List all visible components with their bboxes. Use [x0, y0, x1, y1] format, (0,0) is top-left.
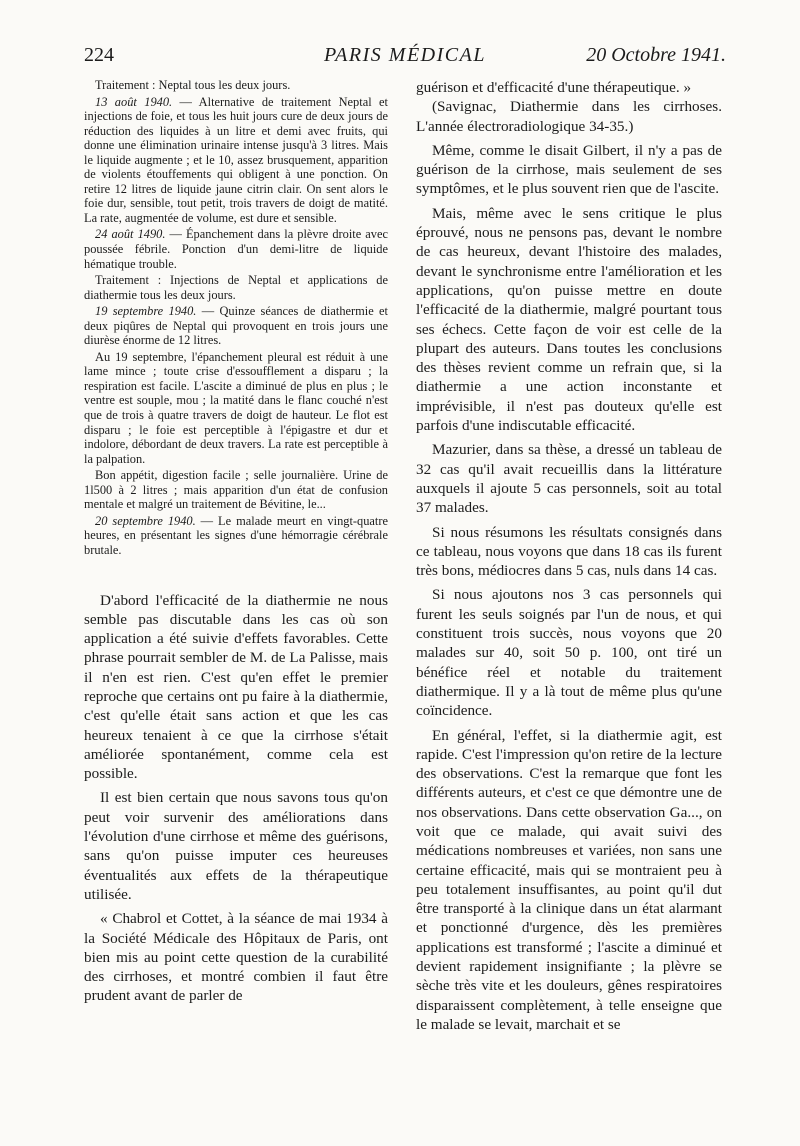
page-number: 224: [84, 44, 114, 66]
observation-entry: 13 août 1940. — Alternative de traitement Neptal et injections de foie, et tous les huit jours cure de deux jours de réduction des liquides à un litre et demi avec fruits, qui donne une élimination urinaire intense jusqu'à 3 litres. Mais le liquide augmente ; et le 10, assez brusquement, apparition de violents étouffements qui obligent à une ponction. On retire 12 litres de liquide jaune citrin clair. On sent alors le foie dur, sensible, tout petit, trois travers de doigt de matité. La rate, augmentée de volume, est dure et sensible.: [84, 94, 388, 225]
observation-date: 19 septembre 1940.: [95, 304, 197, 319]
paragraph: Si nous ajoutons nos 3 cas personnels qui furent les seuls soignés par l'un de nous, et qui constituent trois succès, nous voyons que 20 malades sur 40, soit 50 p. 100, ont tiré un bénéfice réel et notable du traitement diathermique. Il y a là tout de même plus qu'une coïncidence.: [416, 586, 722, 720]
paragraph: Même, comme le disait Gilbert, il n'y a pas de guérison de la cirrhose, mais seulement de ses symptômes, et le plus souvent rien que de l'ascite.: [416, 141, 722, 198]
paragraph: Mazurier, dans sa thèse, a dressé un tableau de 32 cas qu'il avait recueillis dans la littérature auxquels il ajoute 5 cas personnels, soit au total 37 malades.: [416, 441, 722, 517]
observation-date: 13 août 1940.: [95, 94, 173, 109]
page-header: [84, 44, 726, 74]
observation-entry: Bon appétit, digestion facile ; selle journalière. Urine de 1l500 à 2 litres ; mais apparition d'un état de confusion mentale et malgré un traitement de Bévitine, le...: [84, 468, 388, 512]
paragraph: « Chabrol et Cottet, à la séance de mai 1934 à la Société Médicale des Hôpitaux de Paris, ont bien mis au point cette question de la curabilité des cirrhoses, et montré combien il faut être prudent avant de parler de: [84, 910, 388, 1005]
observation-entry: 24 août 1490. — Épanchement dans la plèvre droite avec poussée fébrile. Ponction d'un demi-litre de liquide hématique trouble.: [84, 227, 388, 271]
paragraph: Il est bien certain que nous savons tous qu'on peut voir survenir des améliorations dans l'évolution d'une cirrhose et même des guérisons, sans qu'on puisse imputer ces heureuses éventualités aux effets de la thérapeutique utilisée.: [84, 789, 388, 903]
observation-date: 24 août 1490.: [95, 227, 166, 242]
journal-title: PARIS MÉDICAL: [324, 44, 486, 66]
observation-entry: 19 septembre 1940. — Quinze séances de diathermie et deux piqûres de Neptal qui provoquent en trois jours une diurèse énorme de 12 litres.: [84, 304, 388, 348]
observation-entry: Traitement : Neptal tous les deux jours.: [95, 78, 291, 92]
right-column: [416, 78, 722, 1034]
paragraph: D'abord l'efficacité de la diathermie ne nous semble pas discutable dans les cas où son application a été suivie d'effets favorables. Cette phrase pourrait sembler de M. de La Palisse, mais il n'en est rien. C'est qu'en effet le premier reproche que certains ont pu faire à la diathermie, c'est qu'elle était sans action et que les cas heureux tenaient à ce que la cirrhose s'était améliorée spontanément, comme cela est possible.: [84, 591, 388, 783]
quote-continuation: guérison et d'efficacité d'une thérapeutique. »: [416, 79, 692, 96]
left-column: [84, 78, 388, 1006]
body-text-left: [84, 591, 388, 1006]
issue-date: 20 Octobre 1941.: [586, 44, 726, 66]
observation-entry: 20 septembre 1940. — Le malade meurt en vingt-quatre heures, en présentant les signes d'une hémorragie cérébrale brutale.: [84, 513, 388, 557]
paragraph: Si nous résumons les résultats consignés dans ce tableau, nous voyons que dans 18 cas ils furent très bons, médiocres dans 5 cas, nuls dans 14 cas.: [416, 523, 722, 580]
observation-entry: Traitement : Injections de Neptal et applications de diathermie tous les deux jours.: [84, 273, 388, 302]
observation-notes: [84, 78, 388, 558]
observation-date: 20 septembre 1940.: [95, 513, 196, 528]
reference-citation: (Savignac, Diathermie dans les cirrhoses. L'année électroradiologique 34-35.): [416, 98, 722, 135]
paragraph: Mais, même avec le sens critique le plus éprouvé, nous ne pensons pas, devant le nombre de cas heureux, devant l'histoire des malades, devant le synchronisme entre l'amélioration et les applications, qu'on puisse mettre en doute l'efficacité de la diathermie, malgré pourtant tous ses échecs. Cette façon de voir est celle de la plupart des auteurs. Dans toutes les conclusions des thèses revient comme un refrain que, si la diathermie a une action inconstante et imprévisible, il n'est pas douteux qu'elle est parfois d'une indiscutable efficacité.: [416, 204, 722, 435]
paragraph: En général, l'effet, si la diathermie agit, est rapide. C'est l'impression qu'on retire de la lecture des observations. C'est la remarque que font les différents auteurs, et c'est ce que démontre une de nos observations. Dans cette observation Ga..., on voit que ce malade, qui avait suivi des médications nombreuses et variées, non sans une certaine efficacité, mais qui se montraient peu à peu totalement insuffisantes, au point qu'il dut être transporté à la clinique dans un état alarmant et ponctionné d'urgence, dès les premières applications est transformé ; l'ascite a diminué et devient rapidement insignifiante ; la plèvre se sèche très vite et les douleurs, gênes respiratoires disparaissent complètement, à telle enseigne que le malade se levait, marchait et se: [416, 726, 722, 1033]
observation-entry: Au 19 septembre, l'épanchement pleural est réduit à une lame mince ; toute crise d'essoufflement a disparu ; la respiration est facile. L'ascite a diminué de plus en plus ; le ventre est souple, mou ; la matité dans le flanc couché n'est que de trois à quatre travers de doigt de hauteur. Le flot est disparu ; le foie est perceptible à l'épigastre et dur et indolore, débordant de deux travers. La rate est perceptible à la palpation.: [84, 349, 388, 466]
body-text-right: [416, 78, 722, 1034]
